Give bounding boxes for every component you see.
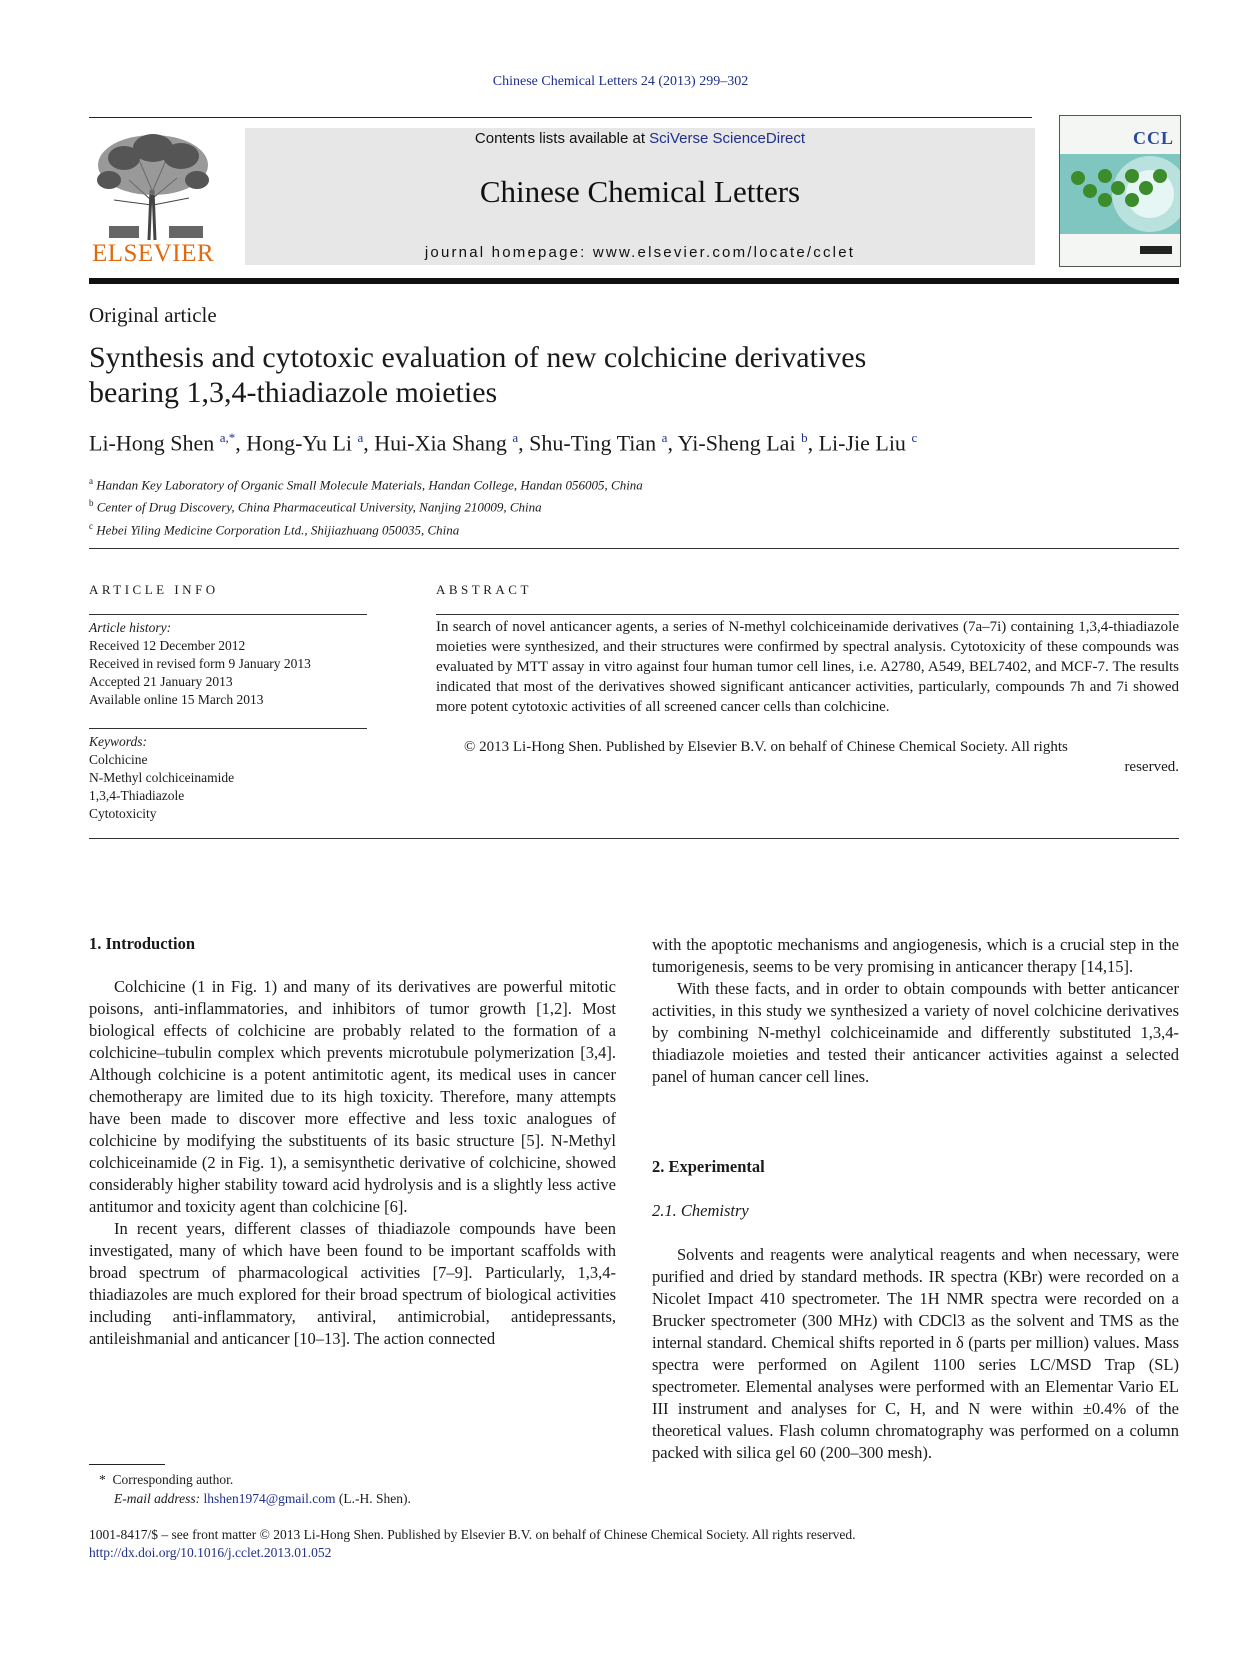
article-info-heading: ARTICLE INFO xyxy=(89,582,219,597)
abstract-copyright xyxy=(436,737,1179,777)
email-label: E-mail address: xyxy=(114,1491,201,1506)
journal-homepage[interactable]: journal homepage: www.elsevier.com/locate/cclet xyxy=(424,244,856,261)
affiliation-marker: b xyxy=(89,498,94,509)
author: Yi-Sheng Lai xyxy=(677,430,796,456)
section-rule xyxy=(89,548,1179,549)
sciencedirect-link[interactable]: SciVerse ScienceDirect xyxy=(649,130,806,147)
journal-citation[interactable]: Chinese Chemical Letters 24 (2013) 299–302 xyxy=(492,74,749,89)
journal-title: Chinese Chemical Letters xyxy=(479,174,801,209)
cover-title: CCL xyxy=(1132,128,1174,148)
author-affil-link[interactable]: a xyxy=(512,430,519,445)
history-label: Article history: xyxy=(89,620,172,635)
history-item: Received 12 December 2012 xyxy=(89,638,246,653)
author-affil-link[interactable]: b xyxy=(801,430,808,445)
section-rule xyxy=(89,838,1179,839)
history-item: Accepted 21 January 2013 xyxy=(89,674,233,689)
affiliation xyxy=(89,472,643,494)
contents-line xyxy=(245,130,1035,147)
author-affil-link[interactable]: a,* xyxy=(219,430,236,445)
abstract-heading: ABSTRACT xyxy=(436,582,532,597)
right-column-bottom xyxy=(652,1244,1179,1464)
affiliation xyxy=(89,517,643,539)
info-rule xyxy=(89,614,367,615)
keyword: N-Methyl colchiceinamide xyxy=(89,770,235,785)
affiliation-text: Handan Key Laboratory of Organic Small Molecule Materials, Handan College, Handan 056005, China xyxy=(96,477,643,493)
right-column-top xyxy=(652,934,1179,1088)
author-affil-link[interactable]: a xyxy=(661,430,668,445)
affiliation-text: Hebei Yiling Medicine Corporation Ltd., Shijiazhuang 050035, China xyxy=(96,521,460,537)
footnote xyxy=(99,1470,411,1508)
keywords-label: Keywords: xyxy=(89,734,147,749)
corresponding-author: Corresponding author. xyxy=(112,1472,234,1487)
issn-line: 1001-8417/$ – see front matter © 2013 Li-Hong Shen. Published by Elsevier B.V. on behalf of Chinese Chemical Society. All rights reserved. xyxy=(89,1527,856,1542)
header-rule xyxy=(89,117,1032,118)
page-footer xyxy=(89,1526,856,1562)
keyword: 1,3,4-Thiadiazole xyxy=(89,788,185,803)
paragraph: Solvents and reagents were analytical reagents and when necessary, were purified and dried by standard methods. IR spectra (KBr) were recorded on a Nicolet Impact 410 spectrometer. The 1H NMR spectra were recorded on a Brucker spectrometer (300 MHz) with CDCl3 as the solvent and TMS as the internal standard. Chemical shifts reported in δ (parts per million) values. Mass spectra were performed on Agilent 1100 series LC/MSD Trap (SL) spectrometer. Elemental analyses were performed with an Elementar Vario EL III instrument and analyses for C, H, and N were within ±0.4% of the theoretical values. Flash column chromatography was performed on a column packed with silica gel 60 (200–300 mesh). xyxy=(652,1245,1179,1462)
paragraph: Colchicine (1 in Fig. 1) and many of its derivatives are powerful mitotic poisons, anti-inflammatories, and inhibitors of tumor growth [1,2]. Most biological effects of colchicine are probably related to the formation of a colchicine–tubulin complex which prevents microtubule polymerization [3,4]. Although colchicine is a potent antimitotic agent, its medical uses in cancer chemotherapy are limited due to its high toxicity. Therefore, many attempts have been made to discover more effective and less toxic analogues of colchicine by modifying the substituents of its basic structure [5]. N-Methyl colchiceinamide (2 in Fig. 1), a semisynthetic derivative of colchicine, showed considerably higher stability toward acid hydrolysis and is a slightly less active antitumor and toxicity agent than colchicine [6]. xyxy=(89,977,616,1216)
affiliations xyxy=(89,472,643,539)
abstract-rule xyxy=(436,614,1179,615)
paragraph: With these facts, and in order to obtain compounds with better anticancer activities, in this study we synthesized a variety of novel colchicine derivatives by combining N-methyl colchiceinamide and differently substituted 1,3,4-thiadiazole moieties and tested their anticancer activities against a selected panel of human cancer cell lines. xyxy=(652,979,1179,1086)
title-line-1: Synthesis and cytotoxic evaluation of new colchicine derivatives xyxy=(89,341,867,374)
section-heading: 2. Experimental xyxy=(652,1157,765,1176)
info-rule xyxy=(89,728,367,729)
subsection-heading: 2.1. Chemistry xyxy=(652,1201,749,1220)
author: Hong-Yu Li xyxy=(246,430,353,456)
history-item: Received in revised form 9 January 2013 xyxy=(89,656,311,671)
paragraph: In recent years, different classes of thiadiazole compounds have been investigated, many of which have been found to be important scaffolds with broad spectrum of pharmacological activities [7–9]. Particularly, 1,3,4-thiadiazoles are much explored for their broad spectrum of biological activities including anti-inflammatory, antiviral, antimicrobial, antidepressants, antileishmanial and anticancer [10–13]. The action connected xyxy=(89,1219,616,1348)
abstract-text: In search of novel anticancer agents, a series of N-methyl colchiceinamide derivatives (7a–7i) containing 1,3,4-thiadiazole moieties were synthesized, and their structures were confirmed by spectral analysis. Cytotoxicity of these compounds was evaluated by MTT assay in vitro against four human tumor cell lines, i.e. A2780, A549, BEL7402, and MCF-7. The results indicated that most of the derivatives showed significant anticancer activities, particularly, compounds 7h and 7i showed more potent cytotoxic activities of all screened cancer cells than colchicine. xyxy=(436,619,1179,715)
author-affil-link[interactable]: c xyxy=(911,430,918,445)
elsevier-wordmark: ELSEVIER xyxy=(91,240,215,267)
tree-icon xyxy=(89,130,217,240)
affiliation xyxy=(89,494,643,516)
author: Li-Hong Shen xyxy=(89,430,215,456)
header-thick-rule xyxy=(89,278,1179,284)
copyright-main: © 2013 Li-Hong Shen. Published by Elsevier B.V. on behalf of Chinese Chemical Society. All rights xyxy=(464,739,1068,755)
doi-link[interactable]: http://dx.doi.org/10.1016/j.cclet.2013.01.052 xyxy=(89,1545,332,1560)
journal-banner xyxy=(245,128,1035,265)
keyword: Colchicine xyxy=(89,752,148,767)
left-column xyxy=(89,976,616,1350)
history-item: Available online 15 March 2013 xyxy=(89,692,264,707)
copyright-end: reserved. xyxy=(1124,759,1179,775)
affiliation-text: Center of Drug Discovery, China Pharmaceutical University, Nanjing 210009, China xyxy=(96,499,542,515)
author: Shu-Ting Tian xyxy=(529,430,657,456)
title-line-2: bearing 1,3,4-thiadiazole moieties xyxy=(89,376,498,409)
section-heading: 1. Introduction xyxy=(89,934,196,953)
keyword: Cytotoxicity xyxy=(89,806,157,821)
affiliation-marker: a xyxy=(89,476,93,486)
footnote-rule xyxy=(89,1464,165,1465)
article-type: Original article xyxy=(89,303,217,327)
elsevier-logo xyxy=(89,130,217,268)
paragraph: with the apoptotic mechanisms and angiogenesis, which is a crucial step in the tumorigenesis, seems to be very promising in anticancer therapy [14,15]. xyxy=(652,935,1179,976)
author: Hui-Xia Shang xyxy=(374,430,507,456)
affiliation-marker: c xyxy=(89,520,93,531)
article-title xyxy=(89,340,1089,410)
cover-art-icon xyxy=(1060,116,1180,266)
author-affil-link[interactable]: a xyxy=(357,430,364,445)
author-list: Li-Hong Shen $^{a,*}$, Hong-Yu Li $^a$, Hui-Xia Shang $^a$, Shu-Ting Tian $^a$, Yi-Sheng Lai $^b$, Li-Jie Liu $^c$ xyxy=(89,430,918,456)
email-suffix: (L.-H. Shen). xyxy=(338,1491,411,1506)
contents-prefix: Contents lists available at xyxy=(474,130,650,147)
asterisk-icon: * xyxy=(99,1472,113,1487)
author: Li-Jie Liu xyxy=(818,430,906,456)
email-link[interactable]: lhshen1974@gmail.com xyxy=(203,1491,336,1506)
journal-cover-image xyxy=(1059,115,1181,267)
keywords xyxy=(89,733,367,823)
article-history xyxy=(89,619,367,709)
